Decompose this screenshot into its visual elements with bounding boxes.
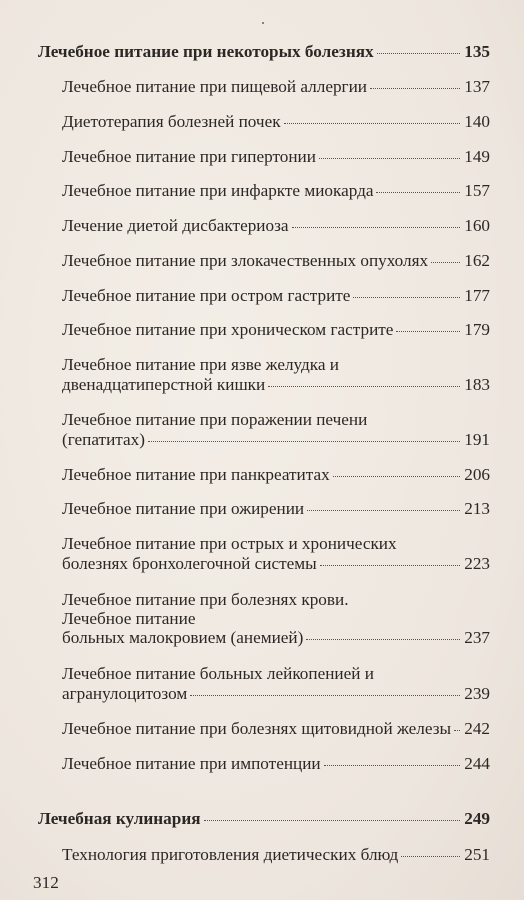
entry-page-number: 179 — [464, 320, 490, 339]
dot-leader — [377, 53, 461, 54]
entry-page-number: 149 — [464, 147, 490, 166]
entry-title: болезнях бронхолегочной системы — [62, 554, 317, 573]
print-speck — [262, 22, 264, 24]
dot-leader — [319, 158, 460, 159]
dot-leader — [320, 565, 461, 566]
entry-title: Лечебное питание при гипертонии — [62, 147, 316, 166]
toc-entry — [62, 320, 490, 340]
entry-title-line: Лечебное питание при острых и хронических — [62, 534, 397, 553]
entry-page-number: 206 — [464, 465, 490, 484]
entry-title: Лечебное питание при остром гастрите — [62, 286, 351, 305]
toc-entry — [62, 216, 490, 236]
entry-page-number: 244 — [464, 754, 490, 773]
dot-leader — [306, 639, 460, 640]
dot-leader — [324, 765, 461, 766]
entry-page-number: 140 — [464, 112, 490, 131]
section-page-number: 135 — [464, 42, 490, 61]
toc-entry — [62, 112, 490, 132]
dot-leader — [370, 88, 460, 89]
entry-title: Лечебное питание при импотенции — [62, 754, 321, 773]
toc-entry — [62, 251, 490, 271]
entry-title-line: Лечебное питание при язве желудка и — [62, 355, 339, 374]
toc-entry — [62, 684, 490, 704]
dot-leader — [307, 510, 460, 511]
entry-page-number: 237 — [464, 628, 490, 647]
entry-page-number: 191 — [464, 430, 490, 449]
entry-title: Лечебное питание при злокачественных опухолях — [62, 251, 429, 270]
entry-page-number: 183 — [464, 375, 490, 394]
entry-page-number: 242 — [464, 719, 490, 738]
entry-title: Лечебное питание при инфаркте миокарда — [62, 181, 374, 200]
toc-entry — [62, 754, 490, 774]
dot-leader — [396, 331, 460, 332]
dot-leader — [454, 730, 460, 731]
toc-entry — [62, 430, 490, 450]
entry-title: (гепатитах) — [62, 430, 145, 449]
dot-leader — [204, 820, 461, 821]
dot-leader — [268, 386, 460, 387]
toc-entry — [62, 845, 490, 865]
entry-title-line: Лечебное питание при болезнях крови. — [62, 590, 349, 609]
dot-leader — [353, 297, 460, 298]
entry-page-number: 239 — [464, 684, 490, 703]
entry-title: Лечебное питание при ожирении — [62, 499, 305, 518]
entry-page-number: 137 — [464, 77, 490, 96]
toc-entry — [62, 465, 490, 485]
toc-entry — [62, 719, 490, 739]
entry-title: Лечебное питание при пищевой аллергии — [62, 77, 367, 96]
entry-page-number: 162 — [464, 251, 490, 270]
toc-entry — [62, 147, 490, 167]
toc-entry — [62, 286, 490, 306]
toc-section-heading — [38, 42, 490, 62]
entry-title-line: Лечебное питание при поражении печени — [62, 410, 368, 429]
entry-title: Диетотерапия болезней почек — [62, 112, 281, 131]
dot-leader — [431, 262, 460, 263]
entry-page-number: 177 — [464, 286, 490, 305]
entry-title: Лечебное питание при панкреатитах — [62, 465, 330, 484]
entry-title: двенадцатиперстной кишки — [62, 375, 266, 394]
dot-leader — [401, 856, 460, 857]
entry-title: Лечебное питание при болезнях щитовидной железы — [62, 719, 452, 738]
entry-title-line: Лечебное питание — [62, 609, 196, 628]
dot-leader — [148, 441, 460, 442]
entry-page-number: 157 — [464, 181, 490, 200]
entry-title: агранулоцитозом — [62, 684, 188, 703]
entry-title: больных малокровием (анемией) — [62, 628, 304, 647]
toc-entry — [62, 77, 490, 97]
toc-entry — [62, 375, 490, 395]
dot-leader — [284, 123, 461, 124]
section-title: Лечебное питание при некоторых болезнях — [38, 42, 374, 61]
section-page-number: 249 — [464, 809, 490, 828]
entry-title: Лечебное питание при хроническом гастрите — [62, 320, 394, 339]
entry-page-number: 223 — [464, 554, 490, 573]
page-number-footer: 312 — [33, 873, 59, 892]
section-title: Лечебная кулинария — [38, 809, 201, 828]
toc-entry — [62, 499, 490, 519]
entry-title: Лечение диетой дисбактериоза — [62, 216, 289, 235]
entry-page-number: 160 — [464, 216, 490, 235]
dot-leader — [333, 476, 461, 477]
toc-section-heading — [38, 809, 490, 829]
entry-page-number: 213 — [464, 499, 490, 518]
entry-title: Технология приготовления диетических блюд — [62, 845, 399, 864]
toc-entry — [62, 628, 490, 648]
dot-leader — [190, 695, 460, 696]
entry-title-line: Лечебное питание больных лейкопенией и — [62, 664, 374, 683]
entry-page-number: 251 — [464, 845, 490, 864]
dot-leader — [292, 227, 461, 228]
toc-entry — [62, 554, 490, 574]
dot-leader — [376, 192, 460, 193]
toc-entry — [62, 181, 490, 201]
